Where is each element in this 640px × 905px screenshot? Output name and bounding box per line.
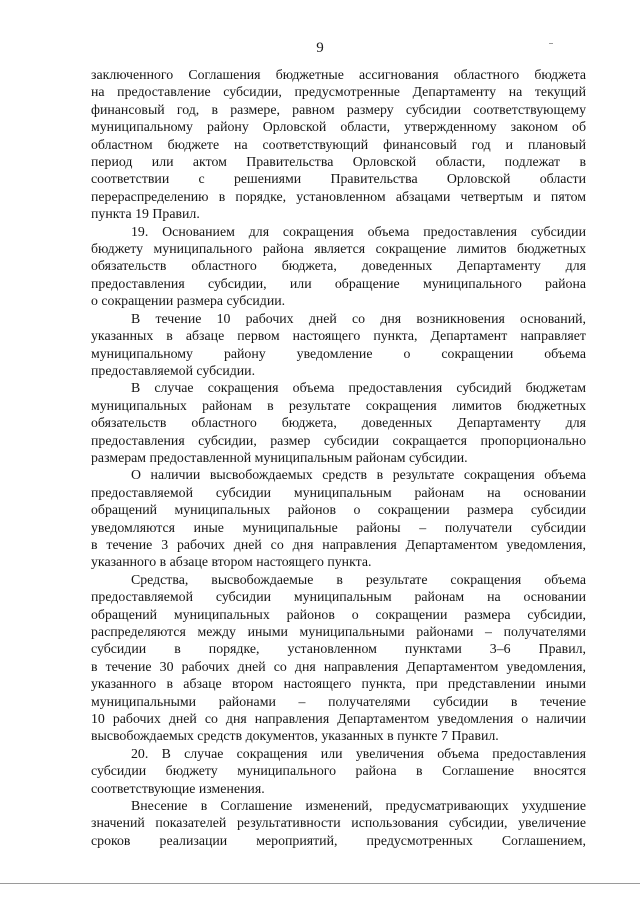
text-line: соответствии с решениями Правительства Орловской области [91, 171, 586, 187]
text-line: высвобождаемых средств документов, указанных в пункте 7 Правил. [91, 728, 499, 744]
text-line: муниципальными районами – получателями субсидии в течение [91, 693, 586, 709]
text-line: обращений муниципальных районов о сокращении размера субсидии [91, 502, 586, 518]
text-line: соответствующие изменения. [91, 780, 265, 796]
text-line: бюджету муниципального района является сокращение лимитов бюджетных [91, 241, 586, 257]
text-line: указанного в абзаце втором настоящего пункта. [91, 554, 372, 570]
text-line: О наличии высвобождаемых средств в результате сокращения объема [131, 467, 586, 483]
text-line: 10 рабочих дней со дня направления Департаментом уведомления о наличии [91, 711, 586, 727]
text-line: муниципальному району Орловской области, утвержденному законом об [91, 119, 586, 135]
text-line: муниципальному району уведомление о сокращении объема [91, 345, 586, 361]
text-line: субсидии бюджету муниципального района в Соглашение вносятся [91, 763, 586, 779]
text-line: период или актом Правительства Орловской области, подлежат в [91, 154, 586, 170]
text-line: предоставления субсидии, размер субсидии сокращается пропорционально [91, 432, 586, 448]
page-bottom-rule [0, 883, 640, 884]
text-line: субсидии в порядке, установленном пунктами 3–6 Правил, [91, 641, 586, 657]
text-line: заключенного Соглашения бюджетные ассигнования областного бюджета [91, 67, 586, 82]
text-line: 20. В случае сокращения или увеличения объема предоставления [131, 745, 586, 761]
text-line: муниципальных районам в результате сокращения лимитов бюджетных [91, 397, 586, 413]
text-line: В случае сокращения объема предоставления субсидий бюджетам [131, 380, 586, 396]
text-line: размерам предоставленной муниципальным районам субсидии. [91, 449, 468, 465]
text-line: в течение 3 рабочих дней со дня направления Департаментом уведомления, [91, 536, 586, 552]
text-line: предоставляемой субсидии муниципальным районам на основании [91, 484, 586, 500]
text-line: указанных в абзаце первом настоящего пункта, Департамент направляет [91, 328, 586, 344]
text-line: обязательств областного бюджета, доведенных Департаменту для [91, 258, 586, 274]
text-line: предоставления субсидии, или обращение муниципального района [91, 275, 586, 291]
text-line: 19. Основанием для сокращения объема предоставления субсидии [131, 223, 586, 239]
text-line: значений показателей результативности использования субсидии, увеличение [91, 815, 586, 831]
text-line: пункта 19 Правил. [91, 206, 200, 222]
text-line: областном бюджете на соответствующий финансовый год и плановый [91, 136, 586, 152]
document-body [91, 66, 586, 849]
text-line: распределяются между иными муниципальными районами – получателями [91, 624, 586, 639]
text-line: о сокращении размера субсидии. [91, 293, 286, 309]
text-line: уведомляются иные муниципальные районы – получатели субсидии [91, 519, 586, 535]
text-line: сроков реализации мероприятий, предусмотренных Соглашением, [91, 832, 586, 848]
text-line: обязательств областного бюджета, доведенных Департаменту для [91, 415, 586, 431]
page-number: 9 [316, 40, 324, 56]
text-line: предоставляемой субсидии. [91, 362, 256, 378]
text-line: указанного в абзаце втором настоящего пункта, при представлении иными [91, 676, 586, 692]
text-line: в течение 30 рабочих дней со дня направления Департаментом уведомления, [91, 658, 586, 674]
text-line: перераспределению в порядке, установленном абзацами четвертым и пятом [91, 188, 586, 204]
text-line: предоставляемой субсидии муниципальным районам на основании [91, 589, 586, 605]
text-line: В течение 10 рабочих дней со дня возникновения оснований, [131, 310, 586, 326]
text-line: Средства, высвобождаемые в результате сокращения объема [131, 571, 586, 587]
scan-mark [549, 43, 553, 44]
text-line: финансовый год, в размере, равном размеру субсидии соответствующему [91, 101, 586, 117]
text-line: Внесение в Соглашение изменений, предусматривающих ухудшение [131, 798, 586, 814]
text-line: на предоставление субсидии, предусмотренные Департаменту на текущий [91, 84, 586, 100]
text-line: обращений муниципальных районов о сокращении размера субсидии, [91, 606, 586, 622]
